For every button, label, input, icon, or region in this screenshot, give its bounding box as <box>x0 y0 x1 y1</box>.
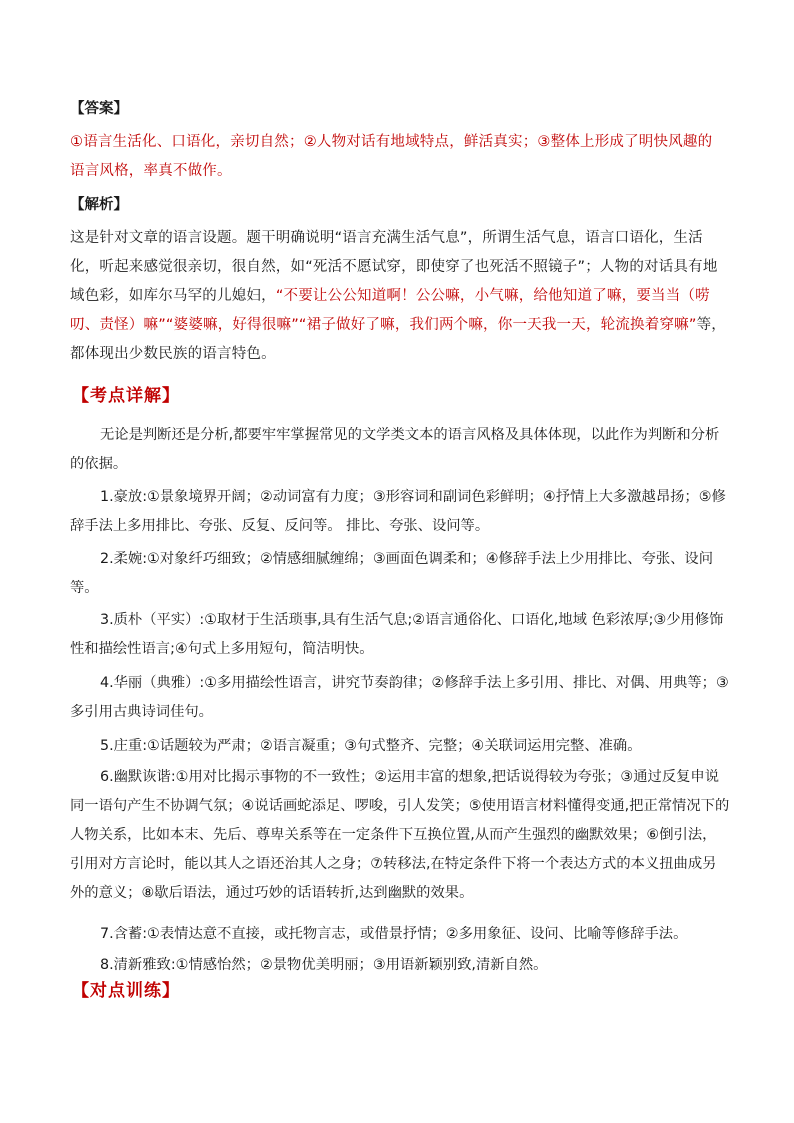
analysis-tail: 等，都体现出少数民族的语言特色。 <box>70 317 726 362</box>
analysis-paragraph <box>70 224 730 369</box>
detail-item-8: 8.清新雅致:①情感怡然；②景物优美明丽；③用语新颖别致,清新自然。 <box>100 957 548 973</box>
detail-item-3: 3.质朴（平实）:①取材于生活琐事,具有生活气息;②语言通俗化、口语化,地域 色彩浓厚;③少用修饰性和描绘性语言;④句式上多用短句，简洁明快。 <box>70 612 724 657</box>
section-heading-training: 【对点训练】 <box>72 981 180 1001</box>
detail-item-2: 2.柔婉:①对象纤巧细致；②情感细腻缠绵；③画面色调柔和；④修辞手法上少用排比、夸张、设问等。 <box>70 551 714 596</box>
analysis-text: 这是针对文章的语言设题。题干明确说明“语言充满生活气息”，所谓生活气息，语言口语化，生活化，听起来感觉很亲切，很自然，如“死活不愿试穿，即使穿了也死活不照镜子”；人物的对话具有地域色彩，如库尔马罕的儿媳妇， <box>70 230 718 304</box>
answer-text: ①语言生活化、口语化，亲切自然；②人物对话有地域特点，鲜活真实；③整体上形成了明快风趣的语言风格，率真不做作。 <box>70 134 713 179</box>
answer-tag: 【答案】 <box>70 101 128 117</box>
detail-intro: 无论是判断还是分析,都要牢牢掌握常见的文学类文本的语言风格及具体体现，以此作为判断和分析的依据。 <box>70 427 720 472</box>
analysis-quote: “不要让公公知道啊！公公嘛，小气嘛，给他知道了嘛，要当当（唠叨、责怪）嘛”“婆婆嘛，好得很嘛”“裙子做好了嘛，我们两个嘛，你一天我一天，轮流换着穿嘛” <box>70 288 710 333</box>
detail-item-1: 1.豪放:①景象境界开阔；②动词富有力度；③形容词和副词色彩鲜明；④抒情上大多激越昂扬；⑤修辞手法上多用排比、夸张、反复、反问等。 排比、夸张、设问等。 <box>70 489 726 534</box>
analysis-tag: 【解析】 <box>70 197 128 213</box>
detail-item-5: 5.庄重:①话题较为严肃；②语言凝重；③句式整齐、完整；④关联词运用完整、准确。 <box>100 738 642 754</box>
section-heading-detail: 【考点详解】 <box>72 386 180 406</box>
detail-item-7: 7.含蓄:①表情达意不直接，或托物言志，或借景抒情；②多用象征、设问、比喻等修辞手法。 <box>100 926 688 942</box>
detail-item-6: 6.幽默诙谐:①用对比揭示事物的不一致性；②运用丰富的想象,把话说得较为夸张；③通过反复申说同一语句产生不协调气氛；④说话画蛇添足、啰唆，引人发笑；⑤使用语言材料懂得变通,把正常情况下的人物关系，比如本末、先后、尊卑关系等在一定条件下互换位置,从而产生强烈的幽默效果；⑥倒引法，引用对方言论时，能以其人之语还治其人之身；⑦转移法,在特定条件下将一个表达方式的本义扭曲成另外的意义；⑧歇后语法，通过巧妙的话语转折,达到幽默的效果。 <box>70 769 730 901</box>
detail-item-4: 4.华丽（典雅）:①多用描绘性语言，讲究节奏韵律；②修辞手法上多引用、排比、对偶、用典等；③多引用古典诗词佳句。 <box>70 675 729 720</box>
